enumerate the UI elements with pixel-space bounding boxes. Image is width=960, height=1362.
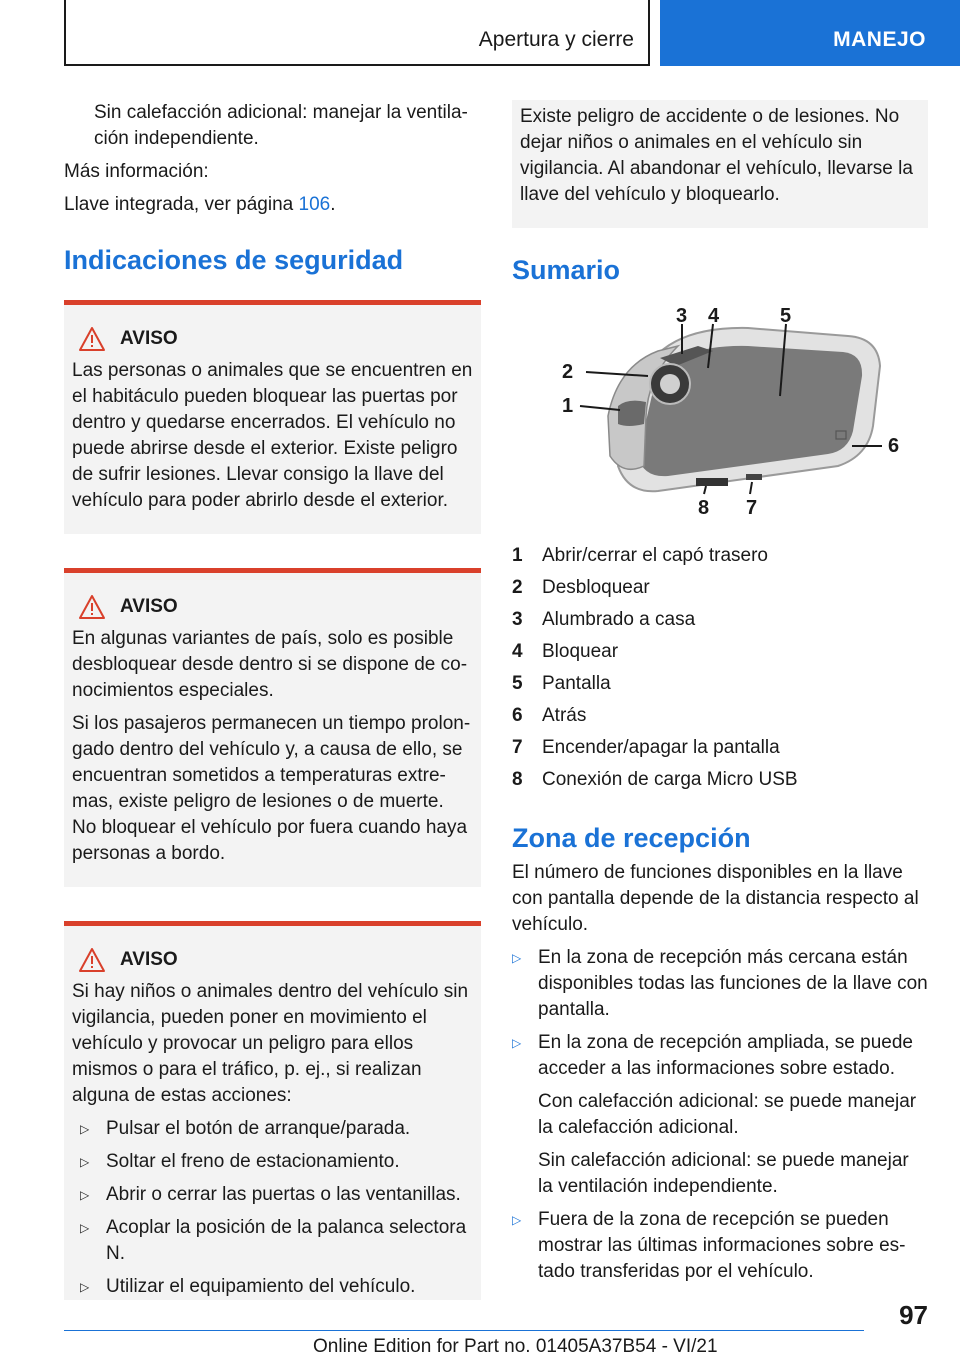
- legend-item: 4 Bloquear: [512, 641, 619, 662]
- list-item: ▷ Pulsar el botón de arranque/parada.: [80, 1116, 473, 1142]
- triangle-right-icon: ▷: [80, 1188, 90, 1202]
- zona-bullet-list: [512, 945, 928, 1285]
- legend-item: 1 Abrir/cerrar el capó trasero: [512, 545, 768, 566]
- warning-title: AVISO: [120, 949, 178, 970]
- zona-heading: Zona de recepción: [512, 823, 751, 853]
- warning-title-row: [72, 947, 473, 973]
- header-chapter-tab[interactable]: [660, 0, 960, 66]
- warning-box-3: [64, 921, 481, 1300]
- triangle-right-icon: ▷: [80, 1221, 90, 1235]
- zona-intro-text: El número de funciones disponibles en la llave con pantalla depende de la distancia respecto al vehículo.: [512, 862, 919, 935]
- integrated-key-end: .: [330, 194, 336, 215]
- figure-label-8: 8: [698, 497, 710, 519]
- footer-divider: [64, 1330, 864, 1331]
- figure-legend: [512, 540, 928, 796]
- page-link-106[interactable]: 106: [298, 194, 331, 215]
- triangle-right-icon: ▷: [80, 1280, 90, 1294]
- list-item: [512, 1030, 928, 1200]
- figure-label-5: 5: [780, 306, 792, 327]
- triangle-right-icon: ▷: [80, 1122, 90, 1136]
- list-item: ▷ Acoplar la posición de la palanca selectora N.: [80, 1215, 473, 1267]
- zona-sub-text: Sin calefacción adicional: se puede manejar la ventilación independiente.: [538, 1150, 909, 1197]
- warning-continuation-text: Existe peligro de accidente o de lesiones. No dejar niños o animales en el vehículo sin vigilancia. Al abandonar el vehículo, llevarse la llave del vehículo y bloquearlo.: [520, 106, 913, 205]
- header-section-title: Apertura y cierre: [478, 28, 634, 51]
- triangle-right-icon: ▷: [512, 1213, 522, 1227]
- triangle-right-icon: ▷: [512, 951, 522, 965]
- display-key-illustration: [548, 306, 918, 526]
- warning-title-row: [72, 326, 473, 352]
- right-column: [512, 100, 928, 1292]
- warning-title-row: [72, 594, 473, 620]
- figure-label-7: 7: [746, 497, 758, 519]
- safety-heading: Indicaciones de seguridad: [64, 245, 404, 275]
- warning-title: AVISO: [120, 596, 178, 617]
- zona-sub-text: Con calefacción adicional: se puede manejar la calefacción adicional.: [538, 1091, 917, 1138]
- warning-title: AVISO: [120, 328, 178, 349]
- legend-item: 5 Pantalla: [512, 673, 611, 694]
- warning-paragraph: En algunas variantes de país, solo es posible desbloquear desde dentro si se dispone de conocimientos especiales.: [72, 628, 468, 701]
- list-item: ▷ Utilizar el equipamiento del vehículo.: [80, 1274, 473, 1300]
- edition-footer: Online Edition for Part no. 01405A37B54 - VI/21: [313, 1336, 718, 1357]
- warning-box-1: [64, 300, 481, 534]
- list-item: ▷ Abrir o cerrar las puertas o las ventanillas.: [80, 1182, 473, 1208]
- integrated-key-text: Llave integrada, ver página: [64, 194, 299, 215]
- figure-label-3: 3: [676, 306, 688, 327]
- figure-label-2: 2: [562, 361, 574, 383]
- left-column: [64, 100, 481, 1300]
- list-item: ▷ Soltar el freno de estacionamiento.: [80, 1149, 473, 1175]
- warning-bullet-list: [72, 1116, 473, 1300]
- legend-item: 6 Atrás: [512, 705, 587, 726]
- intro-indent-text: Sin calefacción adicional: manejar la ventilación independiente.: [94, 102, 468, 149]
- warning-paragraph: Las personas o animales que se encuentren en el habitáculo pueden bloquear las puertas por dentro y quedarse encerrados. El vehículo no puede abrirse desde el exterior. Existe peligro de sufrir lesiones. Llevar consigo la llave del vehículo para poder abrirlo desde el exterior.: [72, 360, 473, 511]
- display-key-figure: [548, 306, 918, 526]
- legend-item: 7 Encender/apagar la pantalla: [512, 737, 780, 758]
- legend-item: 2 Desbloquear: [512, 577, 650, 598]
- warning-paragraph: Si los pasajeros permanecen un tiempo prolongado dentro del vehículo y, a causa de ello, se encuentran sometidos a temperaturas extremas, existe peligro de lesiones o de muerte. No bloquear el vehículo por fuera cuando haya personas a bordo.: [72, 713, 471, 864]
- integrated-key-reference: [64, 192, 481, 218]
- page-number: 97: [899, 1300, 928, 1330]
- list-item: ▷ Fuera de la zona de recepción se pueden mostrar las últimas informaciones sobre estado transferidas por el vehículo.: [512, 1207, 928, 1285]
- warning-continuation-box: [512, 100, 928, 228]
- triangle-right-icon: ▷: [512, 1036, 522, 1050]
- header-chapter-title: MANEJO: [833, 28, 926, 51]
- more-info-label: Más información:: [64, 161, 209, 182]
- warning-paragraph: Si hay niños o animales dentro del vehículo sin vigilancia, pueden poner en movimiento el vehículo y provocar un peligro para ellos mismos o para el tráfico, p. ej., si realizan alguna de estas acciones:: [72, 981, 469, 1106]
- warning-box-2: [64, 568, 481, 887]
- warning-triangle-icon: [78, 947, 106, 973]
- zona-bullet-text: En la zona de recepción ampliada, se puede acceder a las informaciones sobre estado.: [538, 1032, 913, 1079]
- header-section-box: [64, 0, 650, 66]
- figure-label-4: 4: [708, 306, 720, 327]
- sumario-heading: Sumario: [512, 255, 621, 285]
- warning-triangle-icon: [78, 594, 106, 620]
- list-item: ▷ En la zona de recepción más cercana están disponibles todas las funciones de la llave con pantalla.: [512, 945, 928, 1023]
- legend-item: 3 Alumbrado a casa: [512, 609, 696, 630]
- triangle-right-icon: ▷: [80, 1155, 90, 1169]
- figure-label-6: 6: [888, 435, 900, 457]
- figure-label-1: 1: [562, 395, 574, 417]
- warning-triangle-icon: [78, 326, 106, 352]
- legend-item: 8 Conexión de carga Micro USB: [512, 769, 798, 790]
